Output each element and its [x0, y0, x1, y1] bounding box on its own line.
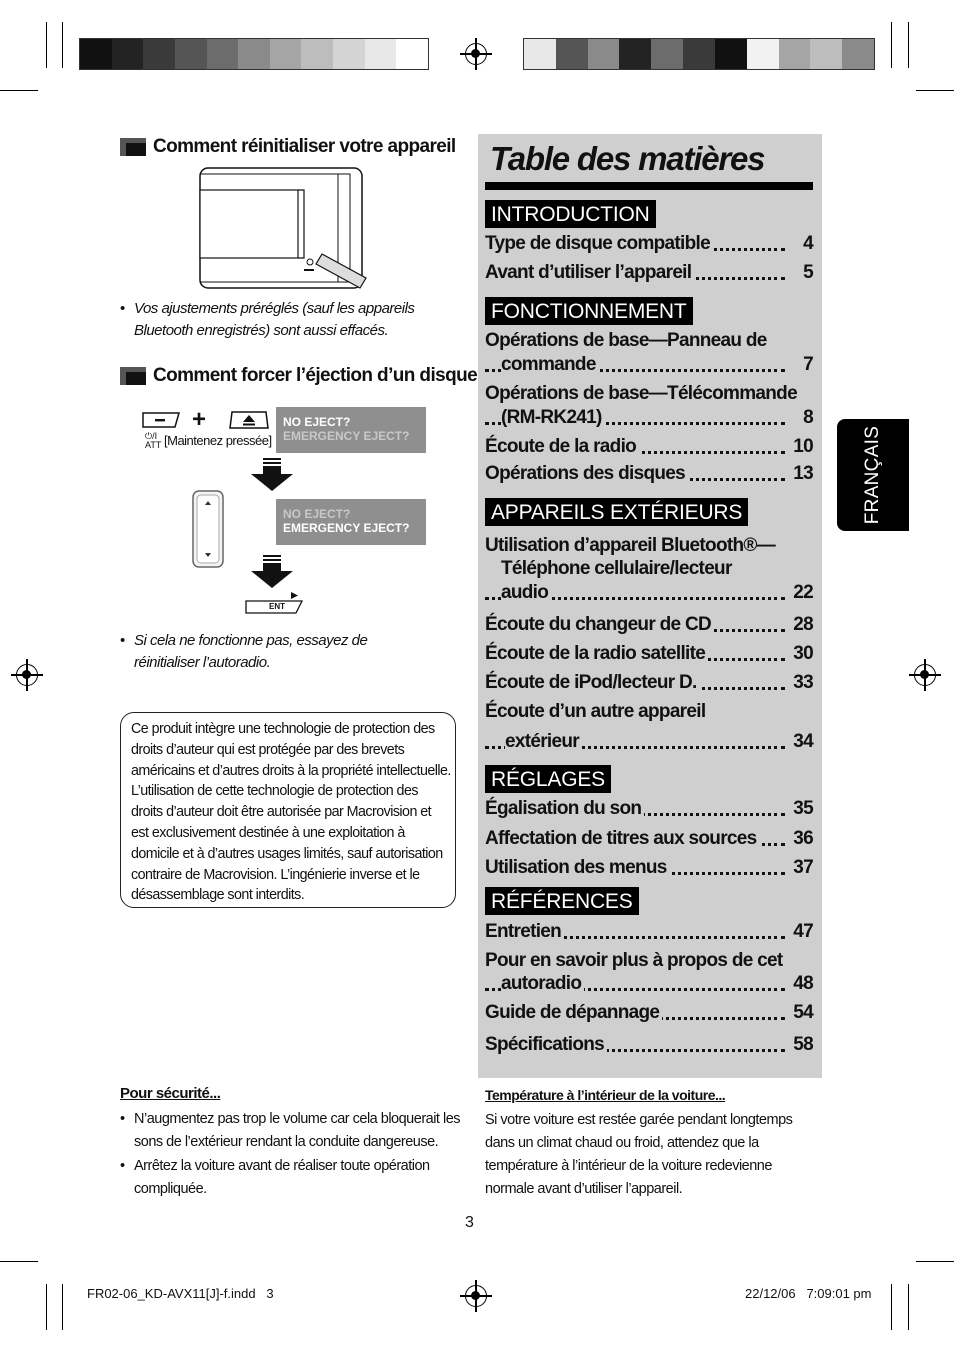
color-swatch — [80, 39, 112, 69]
registration-mark-icon — [914, 664, 936, 686]
language-tab[interactable] — [837, 419, 909, 531]
source-button-icon — [141, 411, 181, 429]
page-number: 3 — [465, 1214, 474, 1231]
toc-section-references: RÉFÉRENCES — [485, 887, 639, 915]
macrovision-notice — [120, 712, 456, 908]
color-swatch — [556, 39, 588, 69]
control-dial-icon — [191, 489, 225, 569]
section-marker-icon — [120, 367, 146, 385]
registration-mark-icon — [465, 1285, 487, 1307]
crop-mark — [0, 1261, 38, 1262]
ent-button — [244, 592, 304, 614]
toc-entry[interactable]: Entretien 47 — [485, 919, 813, 945]
toc-entry[interactable]: Affectation de titres aux sources 36 — [485, 826, 813, 852]
toc-entry[interactable]: Avant d’utiliser l’appareil 5 — [485, 260, 813, 286]
play-triangle-icon — [291, 592, 299, 599]
lcd-line: NO EJECT? — [283, 507, 351, 521]
reset-title: Comment réinitialiser votre appareil — [153, 136, 456, 157]
registration-mark-icon — [465, 43, 487, 65]
lcd-display — [276, 499, 426, 545]
color-swatch — [779, 39, 811, 69]
safety-item: • Arrêtez la voiture avant de réaliser toute opération compliquée. — [120, 1158, 430, 1197]
device-faceplate-illustration — [198, 166, 370, 292]
temperature-text: Si votre voiture est restée garée pendant longtemps dans un climat chaud ou froid, attendez que la température à l’intérieur de la voiture redevienne normale avant d’utiliser l’appareil. — [485, 1112, 793, 1197]
temperature-heading: Température à l’intérieur de la voiture... — [485, 1087, 726, 1103]
color-bar-right — [523, 38, 875, 70]
crop-mark — [0, 90, 38, 91]
toc-entry[interactable]: Utilisation des menus 37 — [485, 855, 813, 881]
color-swatch — [747, 39, 779, 69]
toc-section-introduction: INTRODUCTION — [485, 200, 656, 228]
eject-button-icon — [228, 410, 270, 430]
color-swatch — [683, 39, 715, 69]
toc-entry[interactable]: commande 7 — [485, 352, 813, 378]
crop-mark — [908, 1284, 909, 1330]
footer-file-name: FR02-06_KD-AVX11[J]-f.indd 3 — [87, 1286, 274, 1301]
toc-section-fonctionnement: FONCTIONNEMENT — [485, 297, 693, 325]
footer-timestamp: 22/12/06 7:09:01 pm — [745, 1286, 872, 1301]
crop-mark — [62, 22, 63, 68]
down-arrow-icon — [251, 458, 293, 492]
color-swatch — [365, 39, 397, 69]
color-swatch — [588, 39, 620, 69]
toc-entry[interactable]: Écoute de la radio satellite 30 — [485, 641, 813, 667]
color-swatch — [842, 39, 874, 69]
crop-mark — [916, 90, 954, 91]
color-swatch — [301, 39, 333, 69]
color-swatch — [715, 39, 747, 69]
crop-mark — [891, 1284, 892, 1330]
toc-title: Table des matières — [490, 140, 765, 177]
color-swatch — [333, 39, 365, 69]
color-swatch — [112, 39, 144, 69]
safety-item: • N’augmentez pas trop le volume car cela bloquerait les sons de l’extérieur rendant la conduite dangereuse. — [120, 1111, 461, 1150]
color-swatch — [651, 39, 683, 69]
down-arrow-icon — [251, 555, 293, 589]
macrovision-text: Ce produit intègre une technologie de protection des droits d’auteur qui est protégée par des brevets américains et d’autres droits à la propriété intellectuelle. L’utilisation de cette technologie de protection des droits d’auteur doit être autorisée par Macrovision et est exclusivement destinée à une exploitation à domicile et à d’autres usages limités, sauf autorisation contraire de Macrovision. L’ingénierie inverse et le désassemblage sont interdits. — [131, 721, 451, 904]
crop-mark — [891, 22, 892, 68]
language-tab-label: FRANÇAIS — [862, 425, 883, 525]
section-marker-icon — [120, 138, 146, 156]
toc-entry[interactable]: Écoute de iPod/lecteur D. 33 — [485, 670, 813, 696]
toc-entry-line: Utilisation d’appareil Bluetooth®— — [485, 535, 775, 556]
toc-entry-line: Opérations de base—Télécommande — [485, 383, 797, 404]
lcd-line: EMERGENCY EJECT? — [283, 429, 410, 443]
ent-label: ENT — [269, 602, 285, 611]
hold-label: [Maintenez pressée] — [164, 433, 272, 448]
toc-entry-line: Téléphone cellulaire/lecteur — [501, 558, 732, 579]
att-label: ⏻/I ATT — [145, 431, 162, 450]
toc-section-appareils-exterieurs: APPAREILS EXTÉRIEURS — [485, 498, 748, 526]
toc-entry[interactable]: extérieur 34 — [485, 729, 813, 755]
toc-entry[interactable]: Égalisation du son 35 — [485, 796, 813, 822]
toc-entry[interactable]: audio 22 — [485, 580, 813, 606]
registration-mark-icon — [16, 664, 38, 686]
toc-entry[interactable]: (RM-RK241) 8 — [485, 405, 813, 431]
color-swatch — [175, 39, 207, 69]
crop-mark — [908, 22, 909, 68]
toc-entry-line: Écoute d’un autre appareil — [485, 701, 706, 722]
lcd-line: EMERGENCY EJECT? — [283, 521, 410, 535]
toc-entry[interactable]: Opérations des disques 13 — [485, 461, 813, 487]
reset-note: • Vos ajustements préréglés (sauf les appareils Bluetooth enregistrés) sont aussi effacés. — [120, 300, 415, 339]
crop-mark — [46, 22, 47, 68]
color-swatch — [619, 39, 651, 69]
crop-mark — [62, 1284, 63, 1330]
color-swatch — [810, 39, 842, 69]
toc-section-reglages: RÉGLAGES — [485, 765, 611, 793]
toc-entry[interactable]: autoradio 48 — [485, 971, 813, 997]
toc-entry[interactable]: Type de disque compatible 4 — [485, 231, 813, 257]
eject-note: • Si cela ne fonctionne pas, essayez de réinitialiser l’autoradio. — [120, 632, 368, 671]
color-swatch — [207, 39, 239, 69]
crop-mark — [46, 1284, 47, 1330]
safety-heading: Pour sécurité... — [120, 1085, 221, 1102]
color-swatch — [270, 39, 302, 69]
color-swatch — [238, 39, 270, 69]
toc-entry[interactable]: Écoute de la radio 10 — [485, 434, 813, 460]
toc-entry-line: Pour en savoir plus à propos de cet — [485, 950, 783, 971]
color-swatch — [396, 39, 428, 69]
eject-title: Comment forcer l’éjection d’un disque — [153, 365, 478, 386]
color-swatch — [143, 39, 175, 69]
lcd-line: NO EJECT? — [283, 415, 351, 429]
toc-entry[interactable]: Spécifications 58 — [485, 1032, 813, 1058]
toc-rule — [485, 182, 813, 190]
lcd-display — [276, 407, 426, 453]
plus-sign: + — [192, 406, 207, 433]
toc-entry-line: Opérations de base—Panneau de — [485, 330, 767, 351]
toc-entry[interactable]: Écoute du changeur de CD 28 — [485, 612, 813, 638]
color-bar-left — [79, 38, 429, 70]
crop-mark — [916, 1261, 954, 1262]
toc-entry[interactable]: Guide de dépannage 54 — [485, 1000, 813, 1026]
color-swatch — [524, 39, 556, 69]
